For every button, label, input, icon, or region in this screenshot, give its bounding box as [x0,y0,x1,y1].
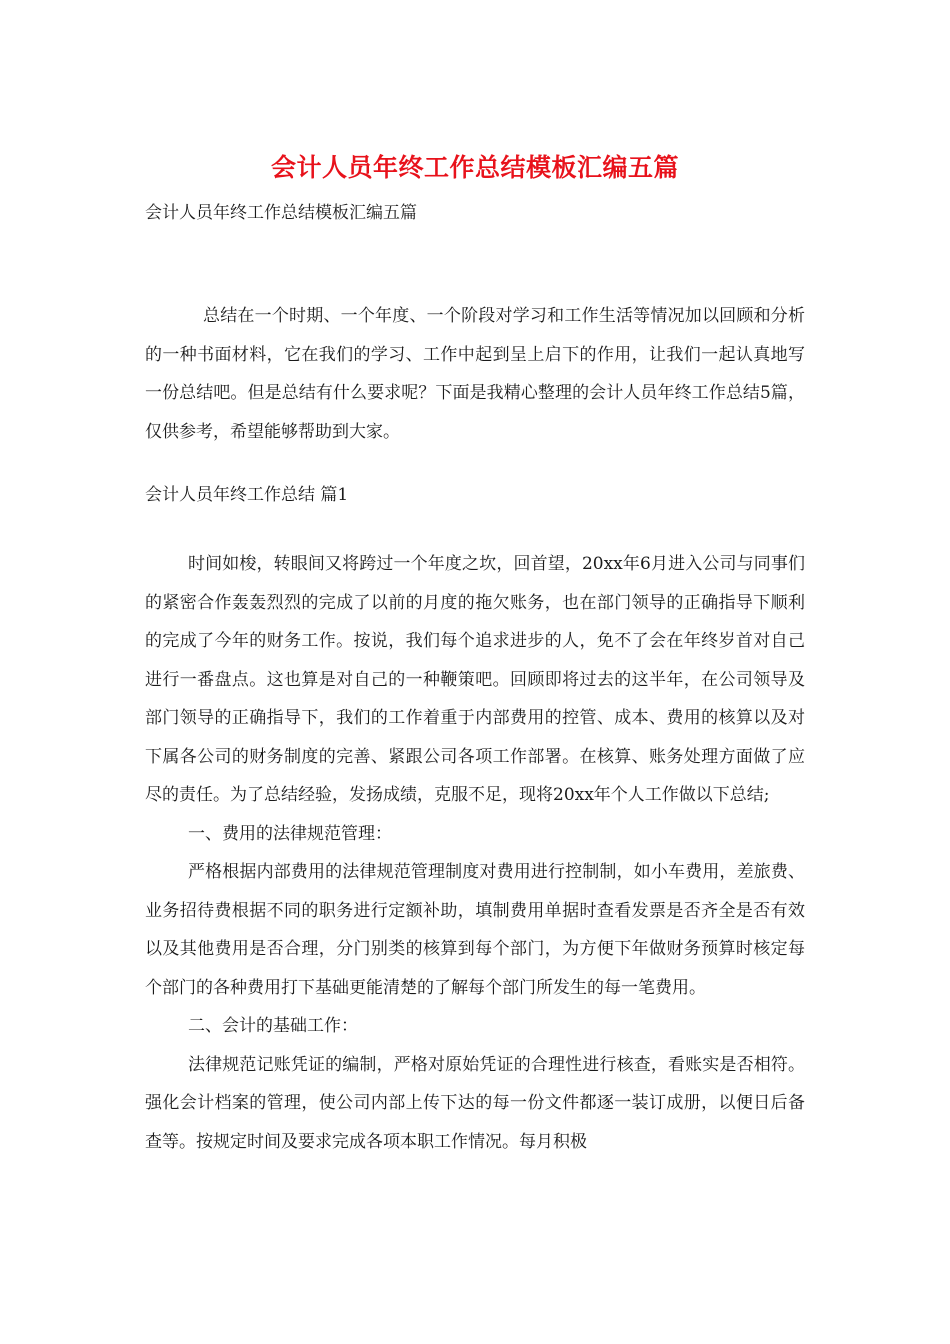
document-title: 会计人员年终工作总结模板汇编五篇 [270,153,679,182]
document-subtitle: 会计人员年终工作总结模板汇编五篇 [145,203,417,223]
intro-block [145,297,805,451]
section-heading: 会计人员年终工作总结 篇1 [145,485,349,505]
section-body [145,545,805,1161]
body-paragraph: 严格根据内部费用的法律规范管理制度对费用进行控制制，如小车费用，差旅费、业务招待费根据不同的职务进行定额补助，填制费用单据时查看发票是否齐全是否有效以及其他费用是否合理，分门别类的核算到每个部门，为方便下年做财务预算时核定每个部门的各种费用打下基础更能清楚的了解每个部门所发生的每一笔费用。 [145,862,805,998]
subheading-expense: 一、费用的法律规范管理： [188,823,392,844]
body-paragraph: 法律规范记账凭证的编制，严格对原始凭证的合理性进行核查，看账实是否相符。强化会计档案的管理，使公司内部上传下达的每一份文件都逐一装订成册，以便日后备查等。按规定时间及要求完成各项本职工作情况。每月积极 [145,1054,805,1152]
subheading-basic-work: 二、会计的基础工作： [188,1016,358,1036]
intro-paragraph: 总结在一个时期、一个年度、一个阶段对学习和工作生活等情况加以回顾和分析的一种书面材料，它在我们的学习、工作中起到呈上启下的作用，让我们一起认真地写一份总结吧。但是总结有什么要求呢？下面是我精心整理的会计人员年终工作总结5篇，仅供参考，希望能够帮助到大家。 [145,306,805,442]
body-paragraph: 时间如梭，转眼间又将跨过一个年度之坎，回首望，20xx年6月进入公司与同事们的紧密合作轰轰烈烈的完成了以前的月度的拖欠账务，也在部门领导的正确指导下顺利的完成了今年的财务工作。按说，我们每个追求进步的人，免不了会在年终岁首对自己进行一番盘点。这也算是对自己的一种鞭策吧。回顾即将过去的这半年，在公司领导及部门领导的正确指导下，我们的工作着重于内部费用的控管、成本、费用的核算以及对下属各公司的财务制度的完善、紧跟公司各项工作部署。在核算、账务处理方面做了应尽的责任。为了总结经验，发扬成绩，克服不足，现将20xx年个人工作做以下总结; [145,554,805,805]
